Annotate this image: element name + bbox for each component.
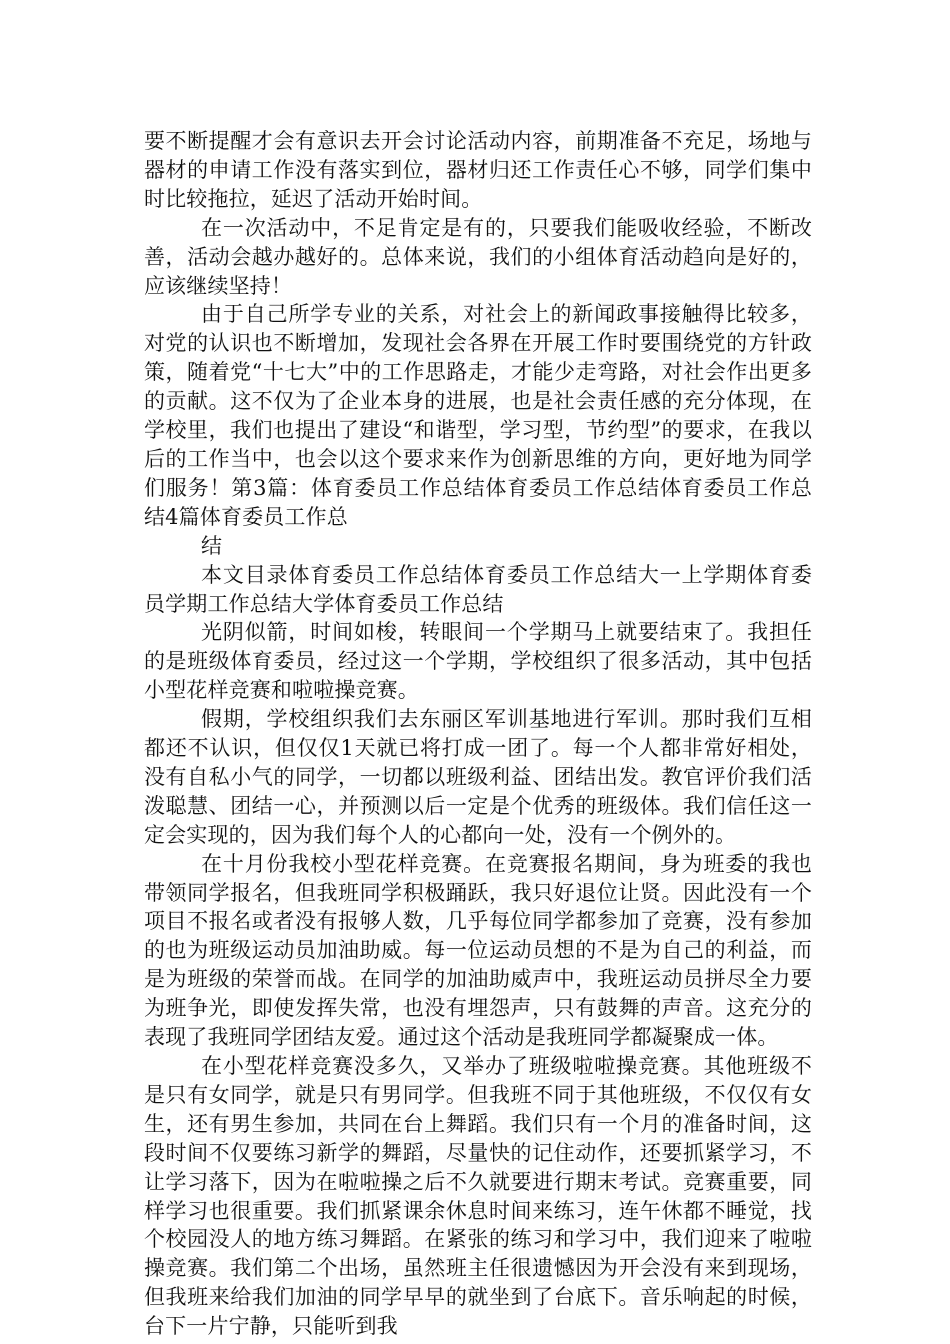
- paragraph-6: 光阴似箭，时间如梭，转眼间一个学期马上就要结束了。我担任的是班级体育委员，经过这一个学期，学校组织了很多活动，其中包括小型花样竞赛和啦啦操竞赛。: [144, 620, 812, 703]
- document-body: [144, 127, 812, 1341]
- paragraph-4: 结: [201, 533, 223, 558]
- paragraph-3: 由于自己所学专业的关系，对社会上的新闻政事接触得比较多，对党的认识也不断增加，发现社会各界在开展工作时要围绕党的方针政策，随着党“十七大”中的工作思路走，才能少走弯路，对社会作出更多的贡献。这不仅为了企业本身的进展，也是社会责任感的充分体现，在学校里，我们也提出了建设“和谐型，学习型，节约型”的要求，在我以后的工作当中，也会以这个要求来作为创新思维的方向，更好地为同学们服务！第3篇：体育委员工作总结体育委员工作总结体育委员工作总结4篇体育委员工作总: [144, 302, 812, 529]
- paragraph-1: 要不断提醒才会有意识去开会讨论活动内容，前期准备不充足，场地与器材的申请工作没有落实到位，器材归还工作责任心不够，同学们集中时比较拖拉，延迟了活动开始时间。: [144, 129, 812, 211]
- paragraph-7: 假期，学校组织我们去东丽区军训基地进行军训。那时我们互相都还不认识，但仅仅1天就已将打成一团了。每一个人都非常好相处，没有自私小气的同学，一切都以班级利益、团结出发。教官评价我们活泼聪慧、团结一心，并预测以后一定是个优秀的班级体。我们信任这一定会实现的，因为我们每个人的心都向一处，没有一个例外的。: [144, 707, 812, 847]
- paragraph-8: 在十月份我校小型花样竞赛。在竞赛报名期间，身为班委的我也带领同学报名，但我班同学积极踊跃，我只好退位让贤。因此没有一个项目不报名或者没有报够人数，几乎每位同学都参加了竞赛，没有参加的也为班级运动员加油助威。每一位运动员想的不是为自己的利益，而是为班级的荣誉而战。在同学的加油助威声中，我班运动员拼尽全力要为班争光，即使发挥失常，也没有埋怨声，只有鼓舞的声音。这充分的表现了我班同学团结友爱。通过这个活动是我班同学都凝聚成一体。: [144, 851, 812, 1050]
- paragraph-9: 在小型花样竞赛没多久，又举办了班级啦啦操竞赛。其他班级不是只有女同学，就是只有男同学。但我班不同于其他班级，不仅仅有女生，还有男生参加，共同在台上舞蹈。我们只有一个月的准备时间，这段时间不仅要练习新学的舞蹈，尽量快的记住动作，还要抓紧学习，不让学习落下，因为在啦啦操之后不久就要进行期末考试。竞赛重要，同样学习也很重要。我们抓紧课余休息时间来练习，连午休都不睡觉，找个校园没人的地方练习舞蹈。在紧张的练习和学习中，我们迎来了啦啦操竞赛。我们第二个出场，虽然班主任很遗憾因为开会没有来到现场，但我班来给我们加油的同学早早的就坐到了台底下。音乐响起的时候，台下一片宁静，只能听到我: [144, 1054, 812, 1339]
- paragraph-2: 在一次活动中，不足肯定是有的，只要我们能吸收经验，不断改善，活动会越办越好的。总体来说，我们的小组体育活动趋向是好的，应该继续坚持！: [144, 215, 812, 298]
- paragraph-5: 本文目录体育委员工作总结体育委员工作总结大一上学期体育委员学期工作总结大学体育委员工作总结: [144, 562, 812, 616]
